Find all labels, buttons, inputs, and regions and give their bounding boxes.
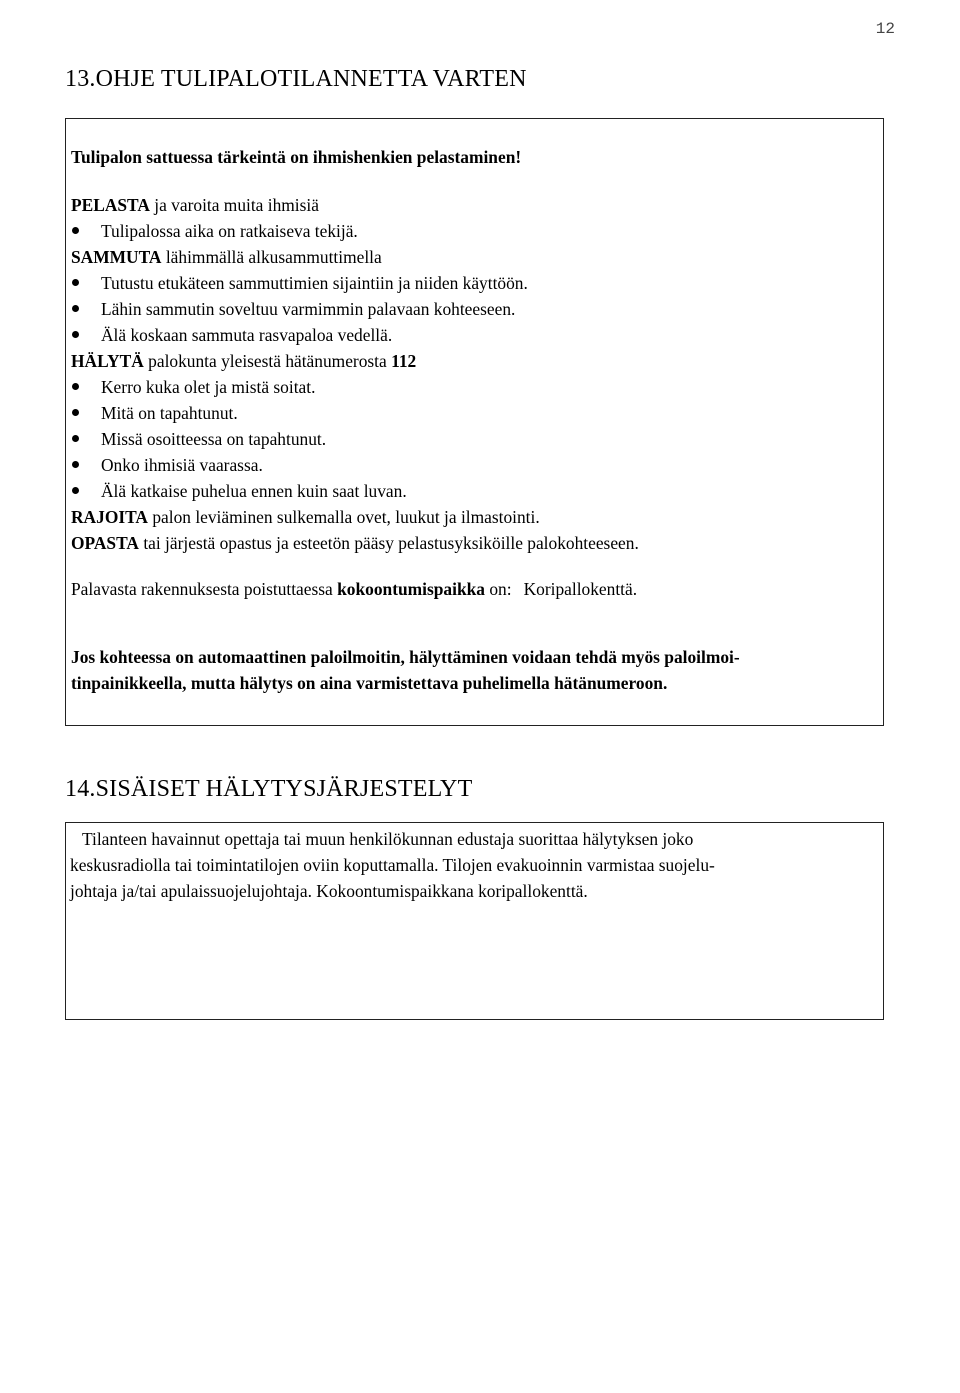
emergency-number: 112: [391, 351, 417, 371]
sammuta-text: lähimmällä alkusammuttimella: [161, 247, 382, 267]
bullet-icon: [72, 279, 79, 286]
opasta-text: tai järjestä opastus ja esteetön pääsy pelastusyksiköille palokohteeseen.: [138, 533, 639, 553]
list-item: Mitä on tapahtunut.: [71, 400, 878, 426]
list-item: Missä osoitteessa on tapahtunut.: [71, 426, 878, 452]
sammuta-heading: [71, 244, 878, 270]
page-number: 12: [875, 20, 895, 38]
list-item: Älä katkaise puhelua ennen kuin saat luvan.: [71, 478, 878, 504]
bullet-icon: [72, 331, 79, 338]
halyta-keyword: HÄLYTÄ: [71, 351, 144, 371]
assembly-point-line: Palavasta rakennuksesta poistuttaessa kokoontumispaikka on: Koripallokenttä.: [71, 579, 638, 599]
list-item: Tulipalossa aika on ratkaiseva tekijä.: [71, 218, 878, 244]
pelasta-keyword: PELASTA: [71, 195, 150, 215]
list-item: Lähin sammutin soveltuu varmimmin palavaan kohteeseen.: [71, 296, 878, 322]
opasta-keyword: OPASTA: [71, 533, 139, 553]
assembly-place: Koripallokenttä.: [523, 579, 638, 599]
list-item: Tutustu etukäteen sammuttimien sijaintiin ja niiden käyttöön.: [71, 270, 878, 296]
alarm-button-note: Jos kohteessa on automaattinen paloilmoitin, hälyttäminen voidaan tehdä myös paloilmoi- tinpainikkeella, mutta hälytys on aina varmistettava puhelimella hätänumeroon.: [71, 647, 740, 693]
list-item: Älä koskaan sammuta rasvapaloa vedellä.: [71, 322, 878, 348]
rajoita-keyword: RAJOITA: [71, 507, 148, 527]
bullet-icon: [72, 409, 79, 416]
assembly-keyword: kokoontumispaikka: [337, 579, 485, 599]
bullet-icon: [72, 383, 79, 390]
section-13-title: 13.OHJE TULIPALOTILANNETTA VARTEN: [65, 66, 527, 92]
internal-alarm-box: [65, 822, 884, 1020]
bullet-icon: [72, 305, 79, 312]
bullet-icon: [72, 227, 79, 234]
rajoita-text: palon leviäminen sulkemalla ovet, luukut ja ilmastointi.: [147, 507, 540, 527]
halyta-heading: [71, 348, 878, 374]
pelasta-text: ja varoita muita ihmisiä: [149, 195, 319, 215]
sammuta-keyword: SAMMUTA: [71, 247, 162, 267]
bullet-icon: [72, 487, 79, 494]
opasta-line: [71, 530, 878, 556]
fire-instructions-box: [65, 118, 884, 726]
halyta-text: palokunta yleisestä hätänumerosta: [143, 351, 392, 371]
section-14-title: 14.SISÄISET HÄLYTYSJÄRJESTELYT: [65, 776, 473, 802]
rajoita-line: [71, 504, 878, 530]
intro-text: Tulipalon sattuessa tärkeintä on ihmishenkien pelastaminen!: [71, 147, 522, 167]
list-item: Onko ihmisiä vaarassa.: [71, 452, 878, 478]
pelasta-heading: [71, 192, 878, 218]
internal-alarm-text: Tilanteen havainnut opettaja tai muun henkilökunnan edustaja suorittaa hälytyksen joko keskusradiolla tai toimintatilojen oviin koputtamalla. Tilojen evakuoinnin varmistaa suojelu- johtaja ja/tai apulaissuojelujohtaja. Kokoontumispaikkana koripallokenttä.: [70, 829, 715, 901]
bullet-icon: [72, 461, 79, 468]
bullet-icon: [72, 435, 79, 442]
list-item: Kerro kuka olet ja mistä soitat.: [71, 374, 878, 400]
